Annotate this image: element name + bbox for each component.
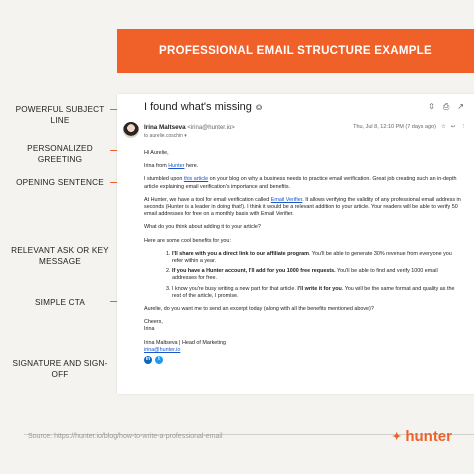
twitter-icon[interactable]: t — [155, 356, 163, 364]
opening-sentence — [144, 176, 464, 190]
opening-suffix: on your blog on why a business needs to practice email verification. Great job creating such an in-depth article explaining email verification's importance and benefits. — [144, 176, 457, 190]
benefit-text: I know you're busy writing a new part for that article. — [172, 285, 298, 292]
benefit-bold: I'll write it for you — [297, 285, 342, 292]
cta: Aurelie, do you want me to send an excerpt today (along with all the benefits mentioned above)? — [144, 306, 374, 313]
sender — [144, 124, 235, 131]
benefits-list — [144, 251, 464, 300]
brand-logo — [392, 428, 452, 445]
email-meta — [353, 124, 466, 130]
ask-prefix: At Hunter, we have a tool for email verification called — [144, 196, 271, 203]
source-text: Source: https://hunter.io/blog/how-to-write-a-professional-email — [28, 433, 223, 440]
signature-email-link[interactable]: irina@hunter.io — [144, 346, 181, 353]
sender-email: <irina@hunter.io> — [187, 125, 235, 131]
reply-icon[interactable]: ↩ — [450, 124, 456, 130]
sender-name: Irina Maltseva — [144, 124, 186, 131]
list-item — [172, 251, 464, 265]
benefit-bold: I'll share with you a direct link to our affiliate program — [172, 250, 309, 257]
more-icon[interactable]: ⋮ — [460, 124, 466, 130]
title-banner — [117, 29, 474, 73]
benefit-text: You'll be able to find and verify 1000 email addresses for free. — [172, 268, 438, 282]
ask-suffix: . It allows verifying the validity of any professional email address in seconds (Hunter is a leader in doing that!). I think it would be a relevant addition to your article. Your readers will be able to verify 50 email addresses for free on a monthly basis with Email Verifier. — [144, 196, 461, 218]
star-icon[interactable]: ☆ — [440, 124, 446, 130]
brand-name: hunter — [405, 428, 452, 445]
label-signature: SIGNATURE AND SIGN-OFF — [12, 359, 108, 379]
signoff-word: Cheers, — [144, 319, 163, 326]
expand-icon[interactable]: ⇳ — [428, 102, 435, 111]
email-subject — [144, 101, 262, 113]
email-card — [117, 94, 474, 394]
label-opening: OPENING SENTENCE — [16, 178, 104, 187]
ask-paragraph — [144, 197, 464, 219]
signature — [144, 340, 464, 354]
email-verifier-link[interactable]: Email Verifier — [270, 196, 303, 203]
email-body — [144, 150, 464, 364]
page-title: PROFESSIONAL EMAIL STRUCTURE EXAMPLE — [159, 45, 432, 57]
signature-line: Irina Maltseva | Head of Marketing — [144, 339, 226, 346]
label-cta: SIMPLE CTA — [34, 298, 86, 307]
email-date: Thu, Jul 8, 12:10 PM (7 days ago) — [353, 124, 436, 130]
intro — [144, 163, 464, 170]
top-toolbar — [428, 102, 464, 112]
hunter-logo-icon: ✦ — [392, 431, 402, 443]
linkedin-icon[interactable]: in — [145, 356, 151, 363]
list-item — [172, 268, 464, 282]
intro-suffix: here. — [184, 163, 199, 170]
signoff — [144, 319, 464, 333]
list-item — [172, 286, 464, 300]
label-subject: POWERFUL SUBJECT LINE — [15, 105, 105, 125]
recipient[interactable]: to aurelie.coschin ▾ — [144, 133, 187, 139]
opening-prefix: I stumbled upon — [144, 176, 184, 183]
social-links — [144, 356, 464, 364]
open-new-window-icon[interactable]: ↗ — [457, 102, 464, 111]
hunter-link[interactable]: Hunter — [168, 163, 185, 170]
benefit-bold: If you have a Hunter account, I'll add for you 1000 free requests. — [172, 268, 336, 275]
subject-text: I found what's missing — [144, 101, 252, 113]
signoff-name: Irina — [144, 326, 155, 333]
print-icon[interactable]: ⎙ — [442, 102, 450, 111]
avatar — [123, 122, 139, 138]
label-ask: RELEVANT ASK OR KEY MESSAGE — [11, 246, 109, 266]
question: What do you think about adding it to your article? — [144, 224, 261, 231]
label-icon[interactable]: ⭗ — [255, 103, 263, 112]
label-greeting: PERSONALIZED GREETING — [27, 144, 93, 164]
article-link[interactable]: this article — [183, 176, 209, 183]
benefits-intro: Here are some cool benefits for you: — [144, 237, 231, 244]
intro-prefix: Irina from — [144, 163, 169, 170]
benefit-text: . You'll be able to generate 30% revenue from everyone you refer within a year. — [172, 250, 452, 265]
greeting: Hi Aurelie, — [144, 150, 169, 156]
benefit-text: . You will be the same format and quality as the rest of the article, I promise. — [172, 285, 455, 299]
